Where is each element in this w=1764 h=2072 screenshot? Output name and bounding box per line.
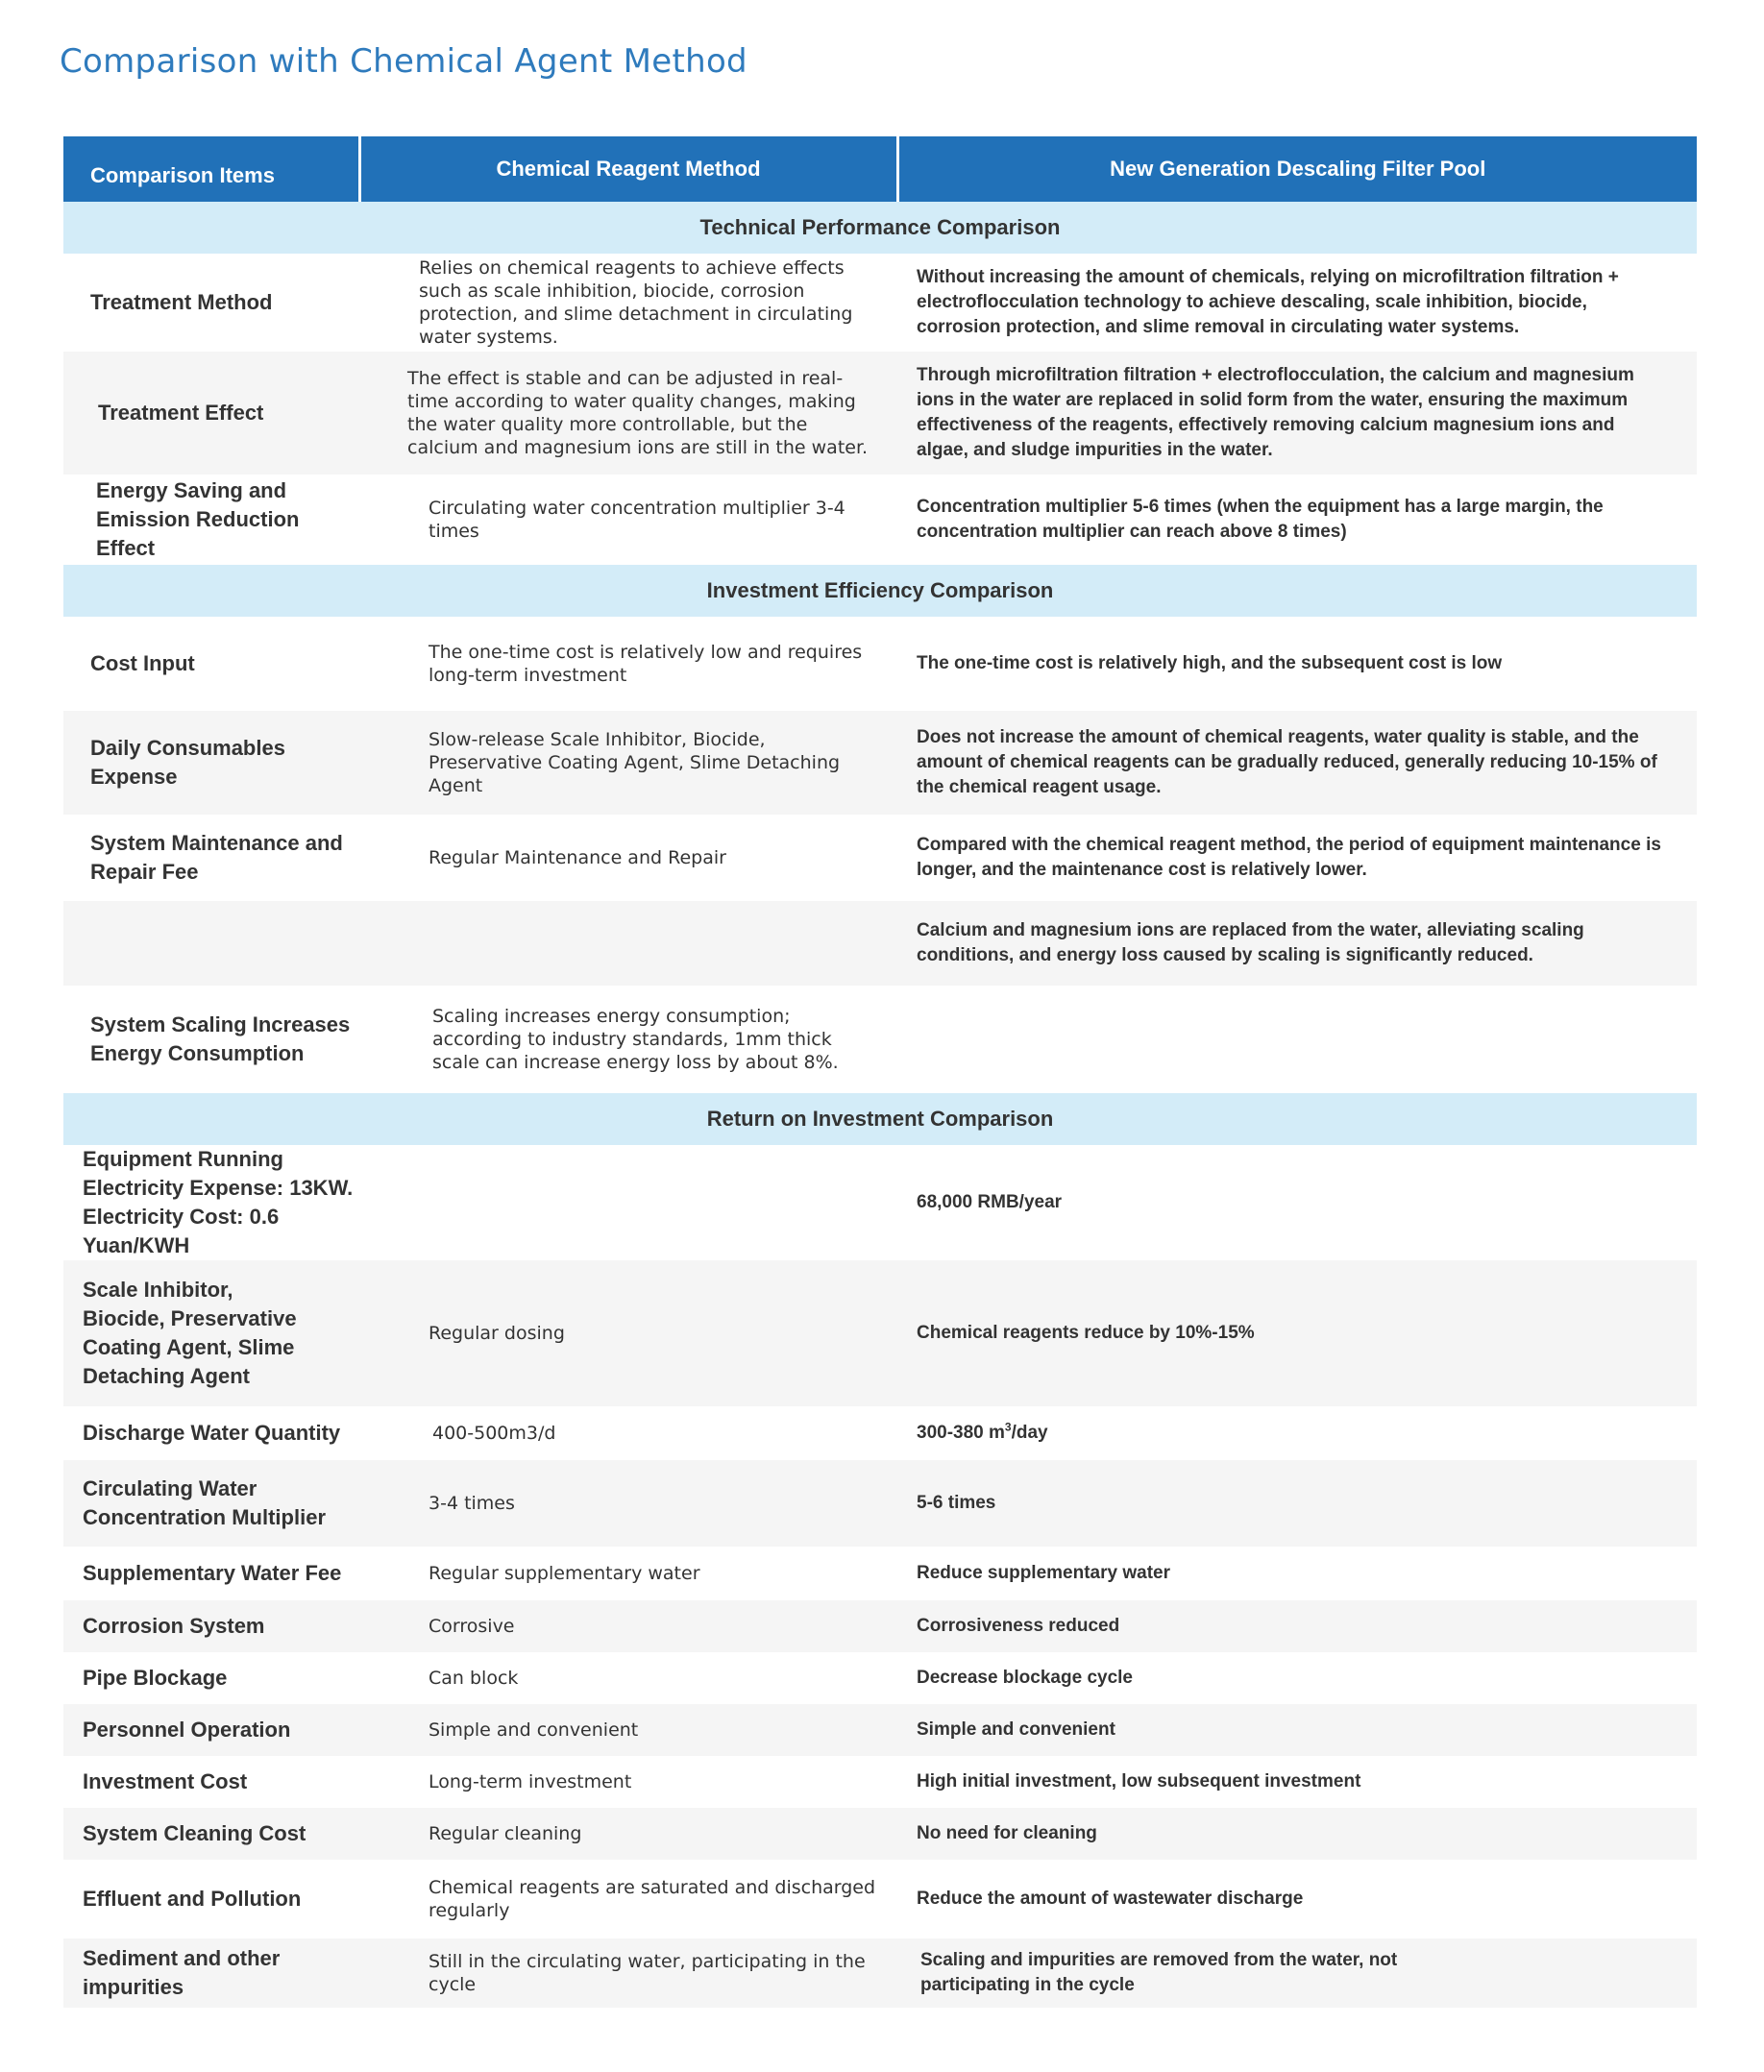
row-item: Equipment Running Electricity Expense: 13KW. Electricity Cost: 0.6 Yuan/KWH bbox=[83, 1147, 354, 1257]
row-chemical: Regular Maintenance and Repair bbox=[429, 847, 726, 868]
table-row bbox=[63, 475, 1697, 565]
table-row bbox=[63, 1547, 1697, 1600]
section-row bbox=[63, 1093, 1697, 1145]
row-chemical: 3-4 times bbox=[359, 1460, 897, 1547]
section-row bbox=[63, 565, 1697, 617]
row-chemical bbox=[359, 901, 897, 986]
row-new: Does not increase the amount of chemical reagents, water quality is stable, and the amount of chemical reagents can be gradually reduced, generally reducing 10-15% of the chemical reagent usage. bbox=[897, 711, 1697, 815]
row-new: High initial investment, low subsequent investment bbox=[917, 1771, 1361, 1792]
row-new: Corrosiveness reduced bbox=[897, 1600, 1697, 1652]
header-comparison-items: Comparison Items bbox=[63, 136, 359, 202]
row-item: Circulating Water Concentration Multiplier bbox=[63, 1460, 359, 1547]
row-item: Investment Cost bbox=[83, 1769, 248, 1793]
row-item: Cost Input bbox=[90, 651, 195, 675]
row-new: The one-time cost is relatively high, and the subsequent cost is low bbox=[917, 653, 1503, 673]
row-new: Simple and convenient bbox=[897, 1704, 1697, 1756]
row-item: Treatment Effect bbox=[63, 352, 359, 475]
table-row bbox=[63, 1406, 1697, 1460]
row-item: Daily Consumables Expense bbox=[63, 711, 359, 815]
row-item: Pipe Blockage bbox=[83, 1666, 228, 1690]
row-item: System Maintenance and Repair Fee bbox=[90, 831, 343, 884]
table-row bbox=[63, 1860, 1697, 1938]
row-item: System Cleaning Cost bbox=[63, 1808, 359, 1860]
table-row bbox=[63, 1808, 1697, 1860]
table-row bbox=[63, 711, 1697, 815]
row-item: Energy Saving and Emission Reduction Effect bbox=[96, 478, 300, 560]
row-item: Sediment and other impurities bbox=[63, 1938, 359, 2008]
row-chemical: Regular cleaning bbox=[359, 1808, 897, 1860]
row-chemical: Simple and convenient bbox=[359, 1704, 897, 1756]
table-row bbox=[63, 1460, 1697, 1547]
row-chemical: Regular supplementary water bbox=[429, 1563, 700, 1584]
row-new: Compared with the chemical reagent method, the period of equipment maintenance is longer, and the maintenance cost is relatively lower. bbox=[917, 835, 1661, 880]
row-item bbox=[63, 901, 359, 986]
row-new: No need for cleaning bbox=[897, 1808, 1697, 1860]
table-row bbox=[63, 1600, 1697, 1652]
table-row bbox=[63, 1756, 1697, 1808]
table-row bbox=[63, 901, 1697, 986]
row-new: Calcium and magnesium ions are replaced from the water, alleviating scaling conditions, and energy loss caused by scaling is significantly reduced. bbox=[897, 901, 1697, 986]
row-chemical: Regular dosing bbox=[359, 1260, 897, 1406]
table-row bbox=[63, 1704, 1697, 1756]
table-row bbox=[63, 617, 1697, 711]
row-chemical: Slow-release Scale Inhibitor, Biocide, Preservative Coating Agent, Slime Detaching Agent bbox=[359, 711, 897, 815]
table-row bbox=[63, 1145, 1697, 1260]
row-item: Discharge Water Quantity bbox=[83, 1421, 341, 1445]
row-new bbox=[897, 1406, 1697, 1460]
row-item: Personnel Operation bbox=[63, 1704, 359, 1756]
section-title-technical: Technical Performance Comparison bbox=[63, 202, 1697, 254]
table-row bbox=[63, 254, 1697, 352]
table-row bbox=[63, 1652, 1697, 1704]
section-title-investment: Investment Efficiency Comparison bbox=[63, 565, 1697, 617]
discharge-unit: /day bbox=[1011, 1423, 1048, 1443]
row-chemical: 400-500m3/d bbox=[432, 1423, 556, 1444]
row-new: 68,000 RMB/year bbox=[917, 1192, 1063, 1212]
page-title: Comparison with Chemical Agent Method bbox=[60, 42, 747, 81]
table-header-row bbox=[63, 136, 1697, 202]
row-new: Reduce supplementary water bbox=[917, 1563, 1170, 1583]
header-new-generation-filter-pool: New Generation Descaling Filter Pool bbox=[897, 136, 1697, 202]
row-new: Concentration multiplier 5-6 times (when the equipment has a large margin, the concentration multiplier can reach above 8 times) bbox=[917, 497, 1604, 542]
row-item: System Scaling Increases Energy Consumption bbox=[90, 1012, 351, 1065]
section-title-return: Return on Investment Comparison bbox=[63, 1093, 1697, 1145]
discharge-superscript: 3 bbox=[1004, 1420, 1012, 1434]
row-chemical: Circulating water concentration multiplier 3-4 times bbox=[429, 498, 845, 542]
row-item: Corrosion System bbox=[63, 1600, 359, 1652]
table-row bbox=[63, 986, 1697, 1093]
row-new: Through microfiltration filtration + electroflocculation, the calcium and magnesium ions in the water are replaced in solid form from the water, ensuring the maximum effectiveness of the reagents, effectively removing calcium magnesium ions and algae, and sludge impurities in the water. bbox=[897, 352, 1697, 475]
header-chemical-reagent-method: Chemical Reagent Method bbox=[359, 136, 897, 202]
row-item: Effluent and Pollution bbox=[83, 1887, 302, 1911]
table-row bbox=[63, 1938, 1697, 2008]
row-chemical: Scaling increases energy consumption; according to industry standards, 1mm thick scale can increase energy loss by about 8%. bbox=[432, 1006, 839, 1073]
table-row bbox=[63, 352, 1697, 475]
row-chemical: Long-term investment bbox=[429, 1771, 632, 1792]
row-item: Treatment Method bbox=[90, 290, 273, 314]
row-new bbox=[897, 986, 1697, 1093]
row-new: Without increasing the amount of chemicals, relying on microfiltration filtration + electroflocculation technology to achieve descaling, scale inhibition, biocide, corrosion protection, and slime removal in circulating water systems. bbox=[917, 267, 1619, 337]
row-chemical: The one-time cost is relatively low and requires long-term investment bbox=[429, 642, 863, 686]
table-row bbox=[63, 1260, 1697, 1406]
row-chemical: The effect is stable and can be adjusted in real-time according to water quality changes, making the water quality more controllable, but the calcium and magnesium ions are still in the water. bbox=[359, 352, 897, 475]
discharge-value: 300-380 m bbox=[917, 1423, 1005, 1443]
row-chemical: Still in the circulating water, participating in the cycle bbox=[359, 1938, 897, 2008]
row-new: Chemical reagents reduce by 10%-15% bbox=[897, 1260, 1697, 1406]
row-item: Supplementary Water Fee bbox=[83, 1561, 342, 1585]
table-row bbox=[63, 815, 1697, 901]
comparison-table bbox=[63, 136, 1697, 2008]
row-new: 5-6 times bbox=[897, 1460, 1697, 1547]
section-row bbox=[63, 202, 1697, 254]
row-chemical: Relies on chemical reagents to achieve effects such as scale inhibition, biocide, corrosion protection, and slime detachment in circulating water systems. bbox=[419, 257, 853, 348]
row-new: Scaling and impurities are removed from the water, not participating in the cycle bbox=[897, 1938, 1697, 2008]
row-chemical: Corrosive bbox=[359, 1600, 897, 1652]
row-new: Decrease blockage cycle bbox=[917, 1668, 1133, 1688]
row-chemical: Chemical reagents are saturated and discharged regularly bbox=[429, 1877, 876, 1921]
row-chemical: Can block bbox=[429, 1668, 519, 1689]
row-chemical bbox=[359, 1145, 897, 1260]
row-new: Reduce the amount of wastewater discharge bbox=[917, 1889, 1304, 1909]
row-item: Scale Inhibitor, Biocide, Preservative Coating Agent, Slime Detaching Agent bbox=[63, 1260, 359, 1406]
